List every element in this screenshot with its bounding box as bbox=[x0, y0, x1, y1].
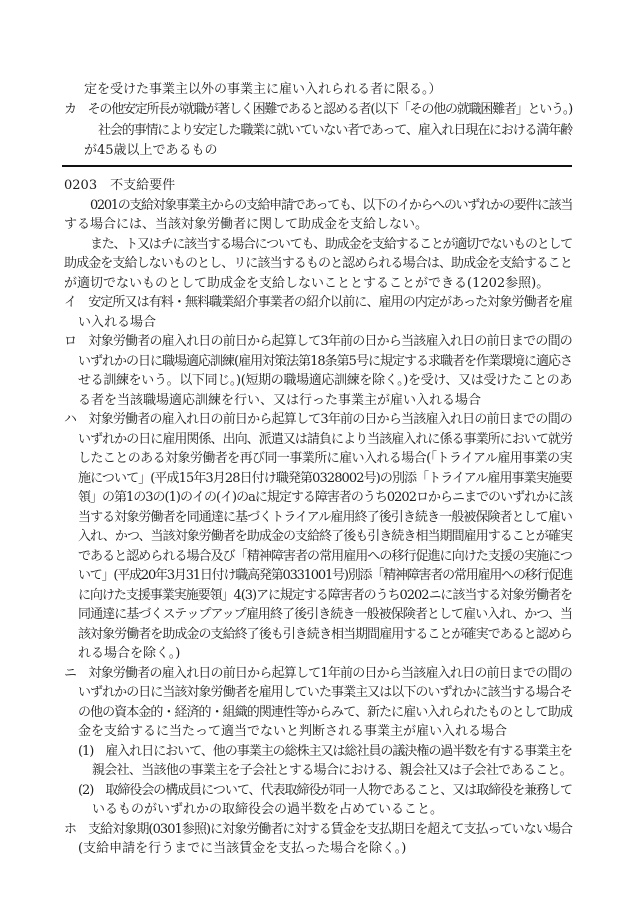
text-line: 領」の第1の3の(1)のイの(イ)のaに規定する障害者のうち0202ロからニまでのいずれかに該 bbox=[78, 490, 572, 505]
text-line: いて」(平成20年3月31日付け職高発第0331001号)別添「精神障害者の常用雇用への移行促進 bbox=[78, 568, 572, 583]
text-line: る者を当該職場適応訓練を行い、又は行った事業主が雇い入れる場合 bbox=[78, 392, 482, 408]
text-line: また、ト又はチに該当する場合についても、助成金を支給することが適切でないものとして bbox=[90, 236, 572, 252]
text-line: 同通達に基づくステップアップ雇用終了後引き続き一般被保険者として雇い入れ、かつ、当 bbox=[78, 607, 572, 622]
section-0203 bbox=[0, 176, 630, 859]
text-line: せる訓練をいう。以下同じ。)(短期の職場適応訓練を除く。)を受け、又は受けたことのあ bbox=[78, 373, 572, 388]
item-ro: ロ 対象労働者の雇入れ日の前日から起算して3年前の日から当該雇入れ日の前日までの間の bbox=[64, 334, 572, 349]
text-line: に向けた支援事業実施要領」4(3)アに規定する障害者のうち0202ニに該当する対象労働者を bbox=[78, 587, 572, 603]
text-line: 定を受けた事業主以外の事業主に雇い入れられる者に限る。） bbox=[84, 82, 442, 97]
item-ni: ニ 対象労働者の雇入れ日の前日から起算して1年前の日から当該雇入れ日の前日までの間の bbox=[64, 665, 572, 681]
text-line: 助成金を支給しないものとし、リに該当するものと認められる場合は、助成金を支給すること bbox=[64, 256, 572, 271]
section-divider bbox=[62, 165, 572, 167]
text-line: いずれかの日に職場適応訓練(雇用対策法第18条第5号に規定する求職者を作業環境に適応さ bbox=[78, 353, 572, 369]
text-line: いるものがいずれかの取締役会の過半数を占めていること。 bbox=[92, 802, 444, 817]
section-heading: 0203 不支給要件 bbox=[64, 178, 176, 193]
text-line: 0201の支給対象事業主からの支給申請であっても、以下のイからへのいずれかの要件に該当 bbox=[90, 197, 572, 213]
text-line: する場合には、当該対象労働者に関して助成金を支給しない。 bbox=[64, 217, 429, 232]
text-line: 親会社、当該他の事業主を子会社とする場合における、親会社又は子会社であること。 bbox=[92, 763, 572, 778]
text-line: れる場合を除く。) bbox=[78, 646, 181, 661]
item-ka: カ その他安定所長が就職が著しく困難であると認める者(以下「その他の就職困難者」という。) bbox=[64, 102, 572, 118]
text-line: 金を支給するに当たって適当でないと判断される事業主が雇い入れる場合 bbox=[78, 724, 508, 739]
text-line: が45歳以上であるもの bbox=[84, 142, 218, 158]
item-i: イ 安定所又は有料・無料職業紹介事業者の紹介以前に、雇用の内定があった対象労働者を雇 bbox=[64, 295, 572, 310]
text-line: の他の資本金的・経済的・組織的関連性等からみて、新たに雇い入れられたものとして助成 bbox=[78, 704, 572, 720]
previous-section-tail bbox=[0, 80, 630, 161]
text-line: (支給申請を行うまでに当該賃金を支払った場合を除く。) bbox=[78, 841, 407, 856]
text-line: したことのある対象労働者を再び同一事業所に雇い入れる場合(「トライアル雇用事業の実 bbox=[78, 451, 572, 466]
text-line: 社会的事情により安定した職業に就いていない者であって、雇入れ日現在における満年齢 bbox=[98, 122, 572, 138]
text-line: 当する対象労働者を同通達に基づくトライアル雇用終了後引き続き一般被保険者として雇い bbox=[78, 509, 572, 525]
item-ha: ハ 対象労働者の雇入れ日の前日から起算して3年前の日から当該雇入れ日の前日までの間の bbox=[64, 412, 572, 427]
text-line: 該対象労働者を助成金の支給終了後も引き続き相当期間雇用することが確実であると認めら bbox=[78, 626, 572, 642]
text-line: い入れる場合 bbox=[78, 314, 157, 330]
text-line: 施について」(平成15年3月28日付け職発第0328002号)の別添「トライアル雇用事業実施要 bbox=[78, 470, 572, 486]
sub-item-2: (2) 取締役会の構成員について、代表取締役が同一人物であること、又は取締役を兼務して bbox=[78, 782, 572, 798]
text-line: 入れ、かつ、当該対象労働者を助成金の支給終了後も引き続き相当期間雇用することが確実 bbox=[78, 529, 572, 544]
text-line: が適切でないものとして助成金を支給しないこととすることができる(1202参照)。 bbox=[64, 275, 550, 291]
sub-item-1: (1) 雇入れ日において、他の事業主の総株主又は総社員の議決権の過半数を有する事業主を bbox=[78, 743, 572, 759]
text-line: いずれかの日に雇用関係、出向、派遣又は請負により当該雇入れに係る事業所において就労 bbox=[78, 431, 572, 447]
text-line: であると認められる場合及び「精神障害者の常用雇用への移行促進に向けた支援の実施につ bbox=[78, 548, 572, 564]
text-line: いずれかの日に当該対象労働者を雇用していた事業主又は以下のいずれかに該当する場合そ bbox=[78, 685, 572, 700]
item-ho: ホ 支給対象期(0301参照)に対象労働者に対する賃金を支払期日を超えて支払っていない場合 bbox=[64, 821, 572, 837]
